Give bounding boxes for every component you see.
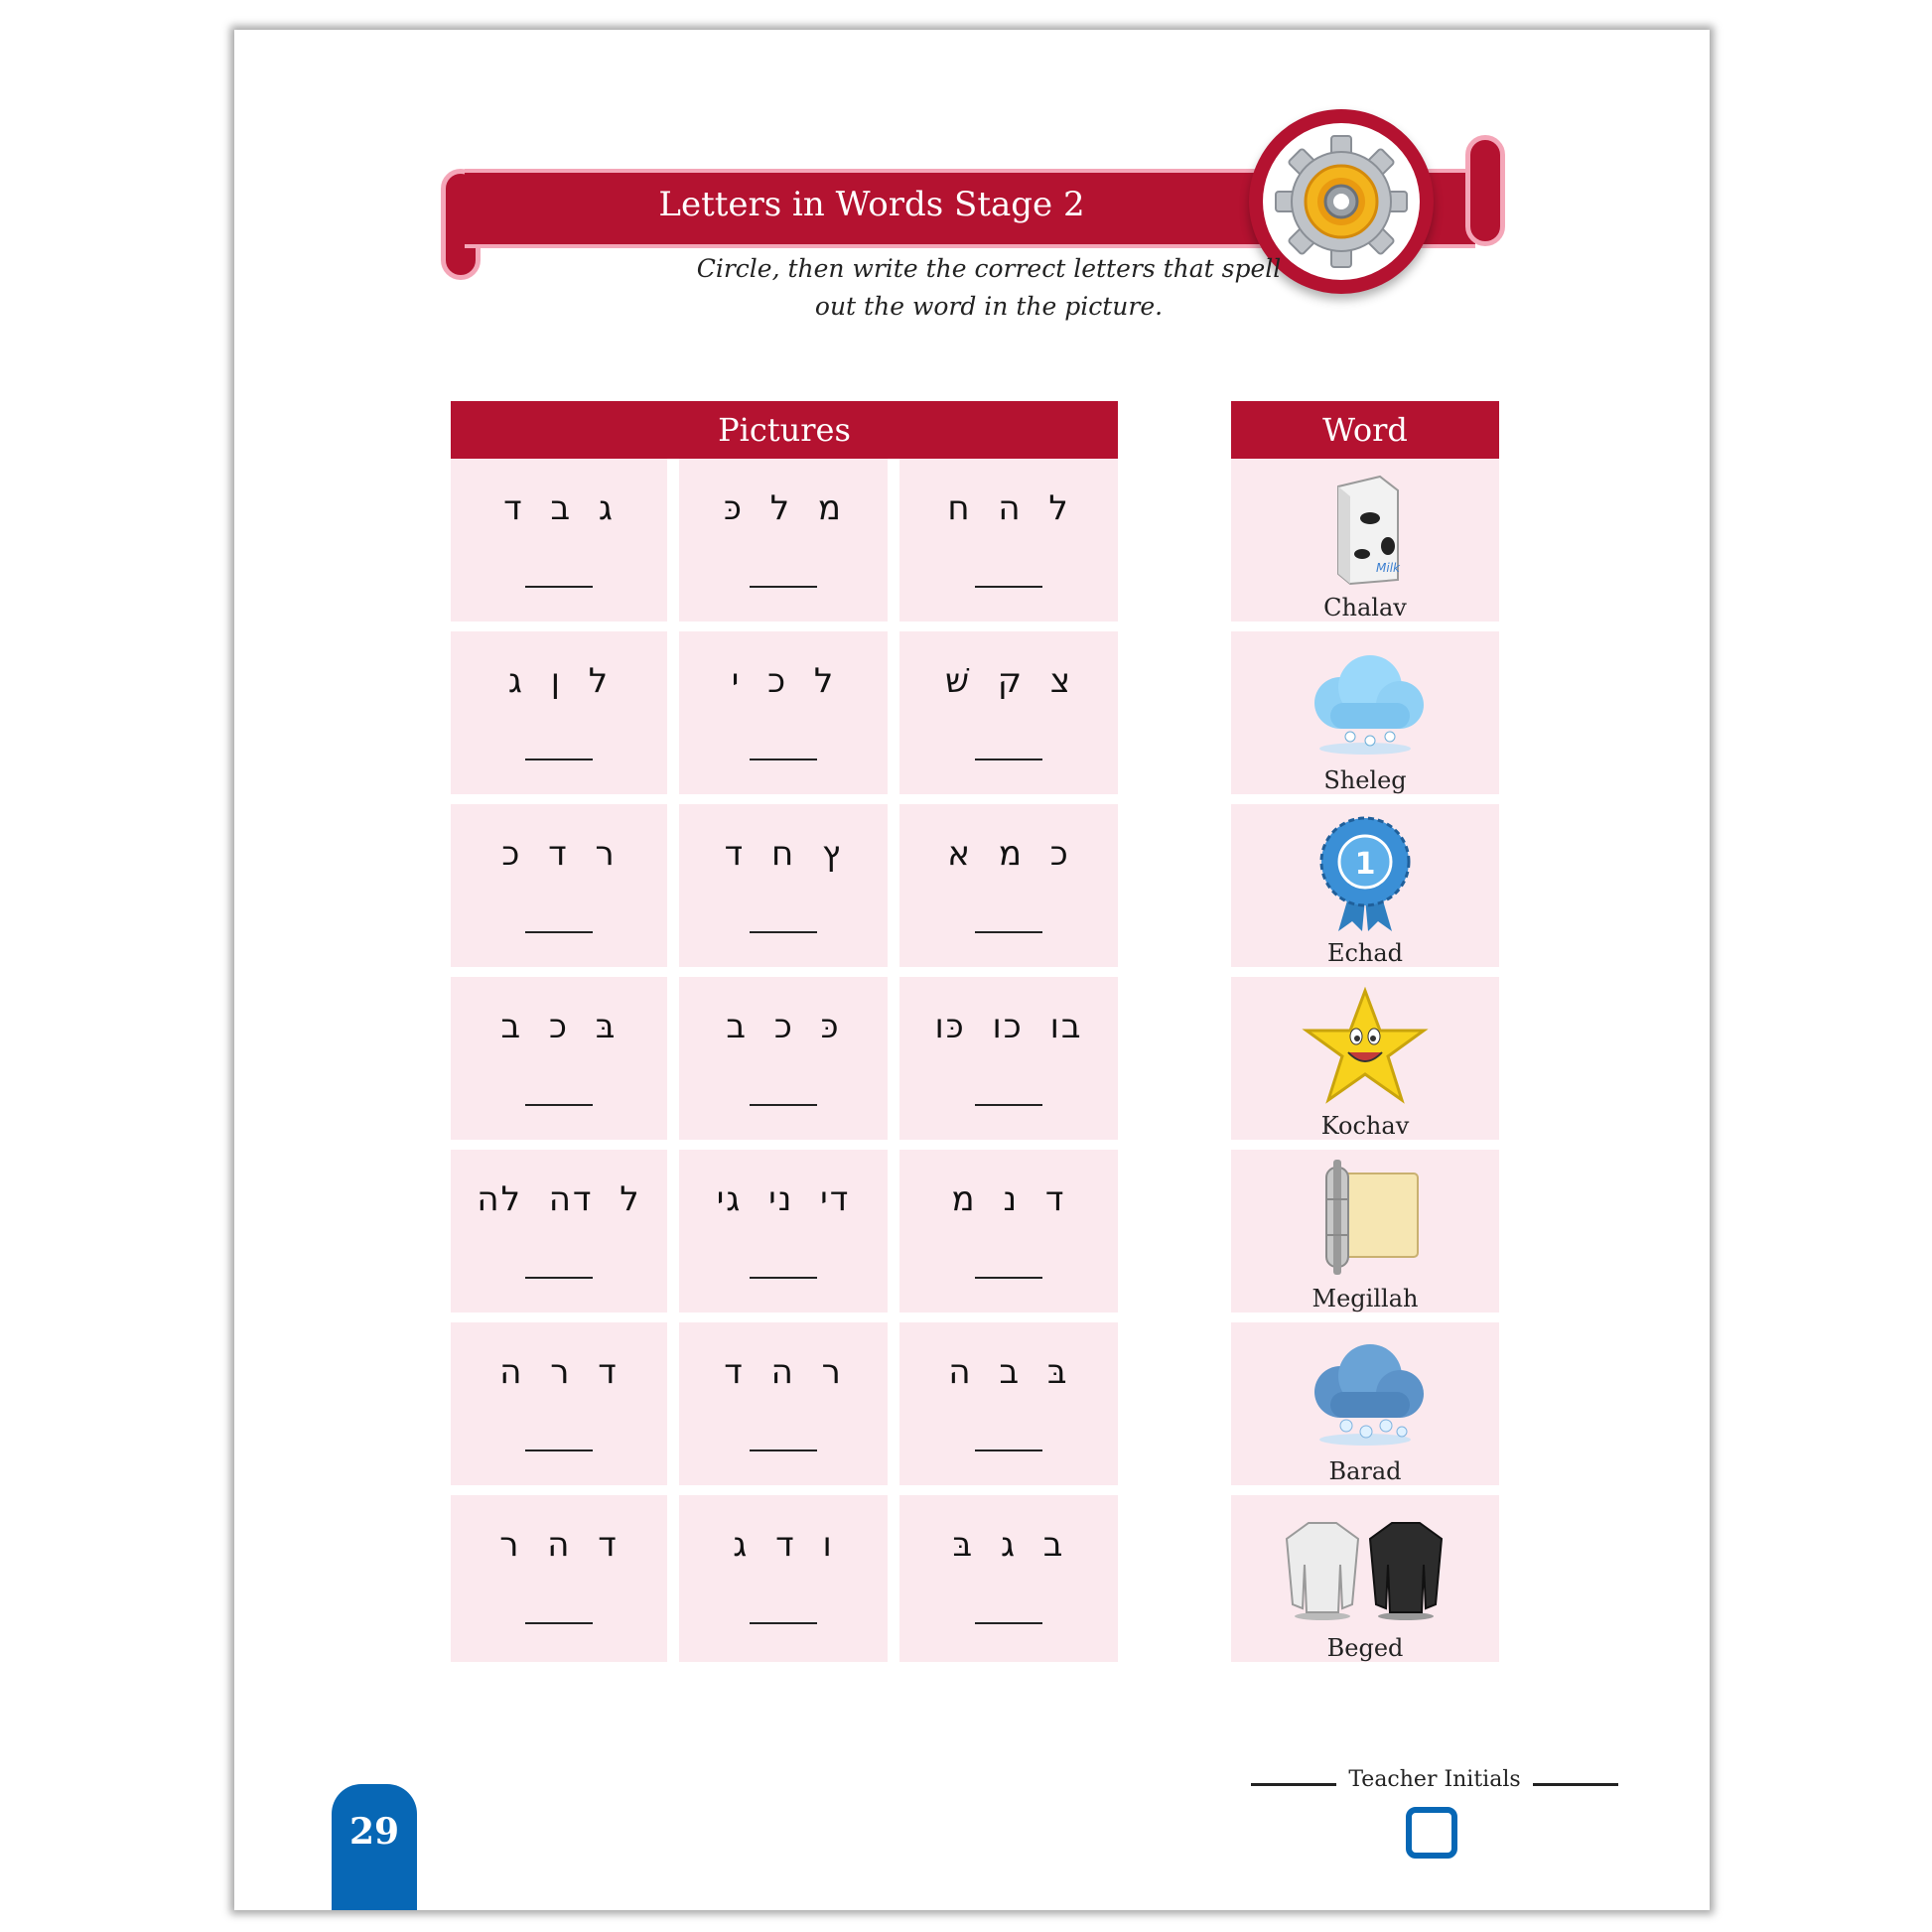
letter-choices[interactable]: די ני גי: [716, 1179, 851, 1219]
letter-choices[interactable]: ץ ח ד: [724, 834, 843, 874]
hail-cloud-icon: [1231, 1332, 1499, 1451]
word-label: Megillah: [1311, 1285, 1419, 1312]
letter-choices[interactable]: ד ר ה: [499, 1352, 619, 1392]
letter-option[interactable]: [679, 804, 888, 967]
exercise-row: [451, 1150, 1499, 1312]
exercise-row: [451, 977, 1499, 1140]
letter-option[interactable]: [451, 1322, 667, 1485]
letter-choices[interactable]: ד נ מ: [951, 1179, 1066, 1219]
milk-carton-icon: [1231, 469, 1499, 588]
teacher-initials-rule-right: [1533, 1783, 1618, 1786]
letter-choices[interactable]: ג ב ד: [503, 488, 615, 528]
letter-choices[interactable]: צ ק שׁ: [945, 661, 1072, 701]
letter-choices[interactable]: בּ כ ב: [500, 1007, 618, 1046]
answer-blank[interactable]: [975, 1104, 1042, 1106]
letter-choices[interactable]: בו כו כּו: [934, 1007, 1083, 1046]
exercise-row: [451, 631, 1499, 794]
letter-choices[interactable]: ב ג בּ: [952, 1525, 1065, 1565]
answer-blank[interactable]: [525, 1449, 593, 1451]
letter-option[interactable]: [679, 1150, 888, 1312]
letter-choices[interactable]: ר ד כ: [501, 834, 617, 874]
answer-blank[interactable]: [750, 931, 817, 933]
word-cell: [1231, 1495, 1499, 1662]
worksheet-page: [234, 30, 1710, 1910]
letter-choices[interactable]: ו ד ג: [733, 1525, 834, 1565]
word-label: Sheleg: [1323, 766, 1407, 794]
word-cell: [1231, 804, 1499, 967]
letter-option[interactable]: [679, 459, 888, 621]
answer-blank[interactable]: [975, 931, 1042, 933]
letter-choices[interactable]: בּ ב ה: [948, 1352, 1069, 1392]
letter-choices[interactable]: מ ל כּ: [723, 488, 843, 528]
answer-blank[interactable]: [525, 586, 593, 588]
letter-option[interactable]: [451, 1150, 667, 1312]
letter-option[interactable]: [451, 977, 667, 1140]
letter-choices[interactable]: ד ה ר: [499, 1525, 619, 1565]
exercise-row: [451, 459, 1499, 621]
letter-choices[interactable]: ל כ י: [731, 661, 836, 701]
answer-blank[interactable]: [525, 931, 593, 933]
teacher-initials: [1251, 1765, 1618, 1805]
letter-choices[interactable]: ר ה ד: [724, 1352, 843, 1392]
letter-option[interactable]: [451, 804, 667, 967]
letter-option[interactable]: [451, 459, 667, 621]
answer-blank[interactable]: [750, 1104, 817, 1106]
megillah-scroll-icon: [1231, 1160, 1499, 1279]
answer-blank[interactable]: [750, 586, 817, 588]
letter-option[interactable]: [899, 1150, 1118, 1312]
answer-blank[interactable]: [750, 1449, 817, 1451]
answer-blank[interactable]: [975, 586, 1042, 588]
svg-text:1: 1: [1354, 847, 1376, 882]
shirts-icon: [1231, 1505, 1499, 1624]
snow-cloud-icon: [1231, 641, 1499, 760]
page-number: 29: [332, 1784, 417, 1910]
word-cell: [1231, 1322, 1499, 1485]
answer-blank[interactable]: [975, 759, 1042, 760]
word-label: Echad: [1326, 939, 1404, 967]
letter-option[interactable]: [451, 631, 667, 794]
word-label: Kochav: [1320, 1112, 1410, 1140]
word-cell: [1231, 631, 1499, 794]
letter-option[interactable]: [899, 1322, 1118, 1485]
title-banner: [465, 169, 1279, 248]
letter-choices[interactable]: ל ה ח: [947, 488, 1070, 528]
pictures-column-header: Pictures: [451, 401, 1118, 459]
word-label: Barad: [1328, 1457, 1402, 1485]
teacher-initials-box[interactable]: [1406, 1807, 1457, 1859]
word-label: Chalav: [1323, 594, 1407, 621]
answer-blank[interactable]: [750, 1277, 817, 1279]
answer-blank[interactable]: [525, 1622, 593, 1624]
word-cell: [1231, 1150, 1499, 1312]
letter-option[interactable]: [679, 631, 888, 794]
answer-blank[interactable]: [750, 1622, 817, 1624]
svg-text:Milk: Milk: [1376, 561, 1400, 575]
letter-option[interactable]: [679, 1322, 888, 1485]
letter-choices[interactable]: ל ן ג: [507, 661, 611, 701]
exercise-row: [451, 1322, 1499, 1485]
letter-choices[interactable]: כּ כ ב: [726, 1007, 841, 1046]
letter-option[interactable]: [451, 1495, 667, 1662]
letter-option[interactable]: [679, 1495, 888, 1662]
page-title: Letters in Words Stage 2: [658, 185, 1085, 224]
answer-blank[interactable]: [525, 759, 593, 760]
letter-option[interactable]: [899, 459, 1118, 621]
letter-option[interactable]: [899, 631, 1118, 794]
answer-blank[interactable]: [750, 759, 817, 760]
answer-blank[interactable]: [975, 1622, 1042, 1624]
banner-scroll-right: [1465, 135, 1505, 246]
letter-choices[interactable]: כ מ א: [947, 834, 1070, 874]
smiling-star-icon: [1231, 987, 1499, 1106]
first-place-ribbon-icon: [1231, 814, 1499, 933]
answer-blank[interactable]: [975, 1449, 1042, 1451]
word-cell: [1231, 459, 1499, 621]
letter-option[interactable]: [899, 804, 1118, 967]
instructions: Circle, then write the correct letters that spell out the word in the picture.: [696, 254, 1282, 321]
letter-option[interactable]: [899, 977, 1118, 1140]
letter-option[interactable]: [899, 1495, 1118, 1662]
letter-choices[interactable]: ל דה לה: [477, 1179, 641, 1219]
word-label: Beged: [1326, 1634, 1404, 1662]
word-cell: [1231, 977, 1499, 1140]
teacher-initials-label: Teacher Initials: [1348, 1767, 1521, 1792]
word-column-header: Word: [1231, 401, 1499, 459]
exercise-row: [451, 804, 1499, 967]
letter-option[interactable]: [679, 977, 888, 1140]
exercise-row: [451, 1495, 1499, 1662]
answer-blank[interactable]: [975, 1277, 1042, 1279]
answer-blank[interactable]: [525, 1277, 593, 1279]
answer-blank[interactable]: [525, 1104, 593, 1106]
